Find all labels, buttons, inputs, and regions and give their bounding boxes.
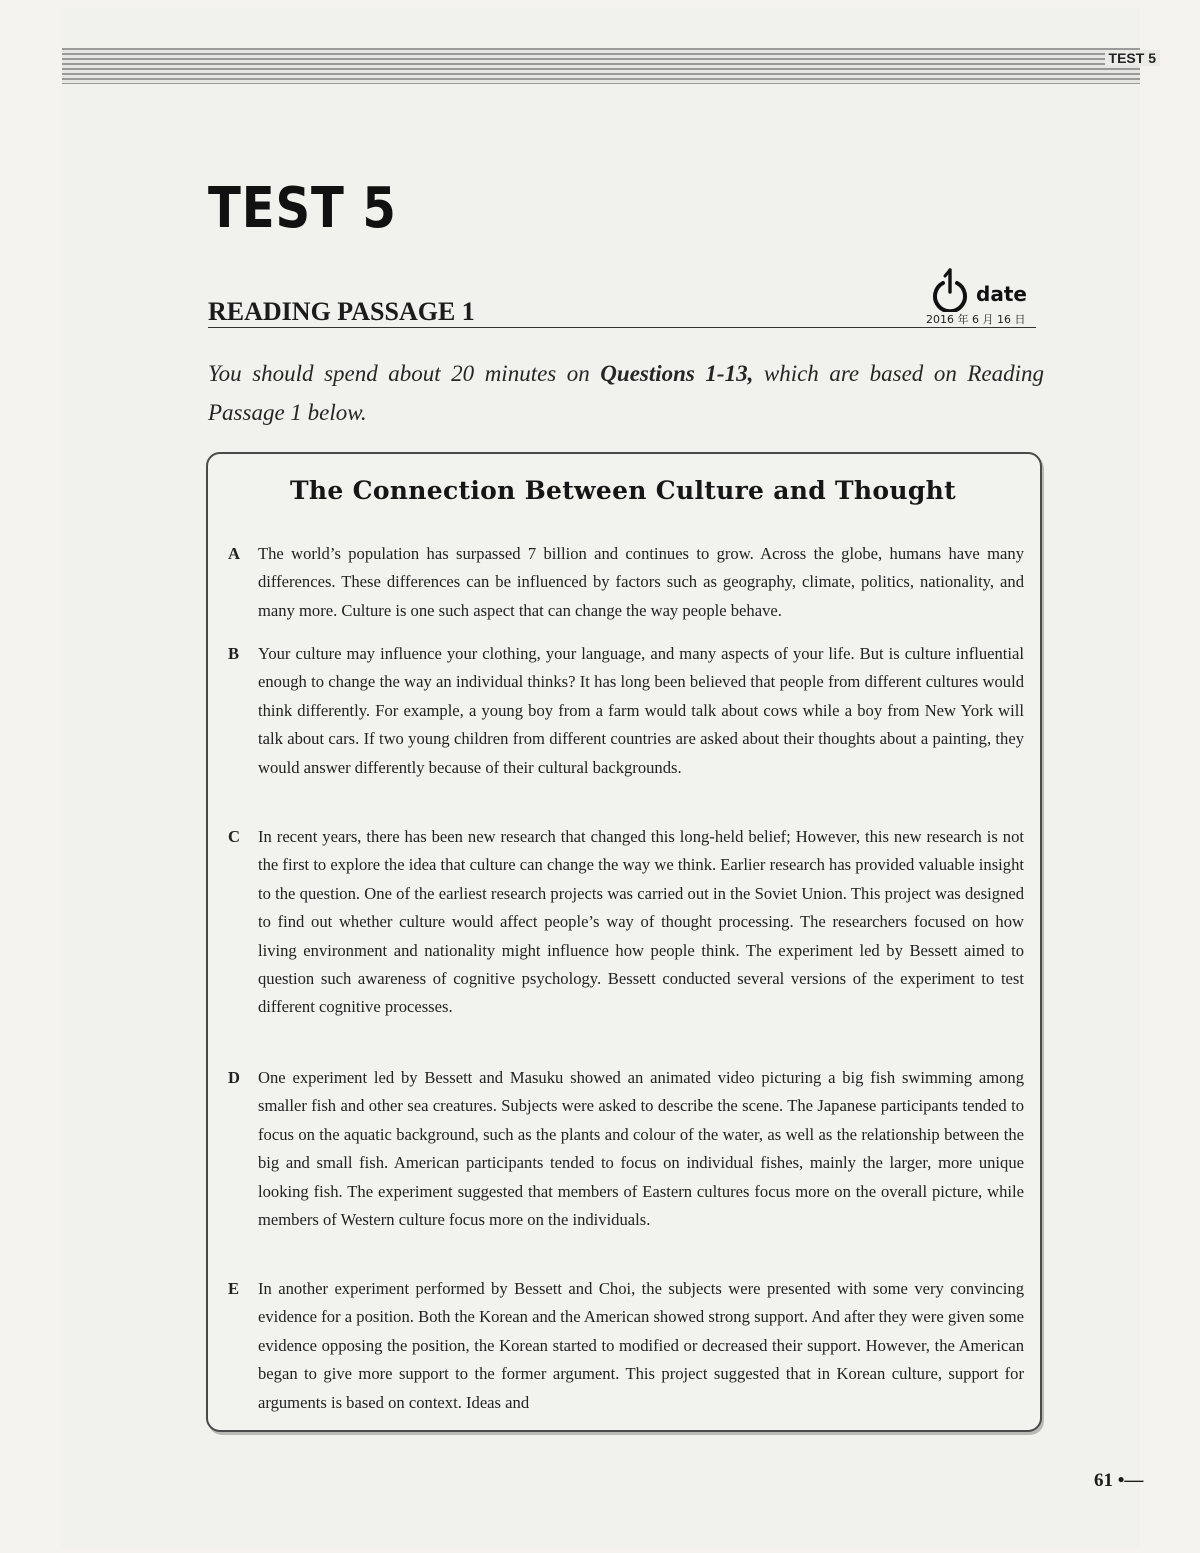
- date-stamp: [926, 266, 1038, 326]
- paragraph-text: Your culture may influence your clothing, your language, and many aspects of your life. But is culture influential enough to change the way an individual thinks? It has long been believed that people from different cultures would think differently. For example, a young boy from a farm would talk about cows while a boy from New York will talk about cars. If two young children from different countries are asked about their thoughts about a painting, they would answer differently because of their cultural backgrounds.: [258, 644, 1024, 777]
- paragraph-d: [228, 1064, 1024, 1234]
- passage-title: The Connection Between Culture and Thought: [290, 476, 956, 505]
- paragraph-letter: C: [228, 827, 240, 846]
- clock-icon: [930, 266, 970, 312]
- paragraph-b: [228, 640, 1024, 782]
- instruction-text: [208, 354, 1044, 432]
- test-title: TEST 5: [208, 176, 397, 241]
- paragraph-letter: D: [228, 1068, 240, 1087]
- paragraph-letter: B: [228, 644, 240, 663]
- instruction-after: which are based on Reading Passage 1 below.: [208, 361, 1045, 425]
- instruction-emphasis: Questions 1-13,: [600, 361, 754, 386]
- paragraph-text: The world’s population has surpassed 7 billion and continues to grow. Across the globe, humans have many differences. These differences can be influenced by factors such as geography, climate, politics, nationality, and many more. Culture is one such aspect that can change the way people behave.: [258, 544, 1024, 620]
- running-header-bar: [62, 48, 1140, 84]
- heading-rule: [208, 327, 1036, 328]
- paragraph-c: [228, 823, 1024, 1022]
- paragraph-text: In another experiment performed by Bessett and Choi, the subjects were presented with some very convincing evidence for a position. Both the Korean and the American showed strong support. And after they were given some evidence opposing the position, the Korean started to modified or decreased their support. However, the American began to give more support to the former argument. This project suggested that in Korean culture, support for arguments is based on context. Ideas and: [258, 1279, 1024, 1412]
- instruction-before: You should spend about 20 minutes on: [208, 361, 601, 386]
- passage-heading: READING PASSAGE 1: [208, 297, 475, 326]
- date-value: 2016 年 6 月 16 日: [926, 313, 1026, 326]
- paragraph-text: One experiment led by Bessett and Masuku showed an animated video picturing a big fish swimming among smaller fish and other sea creatures. Subjects were asked to describe the scene. The Japanese participants tended to focus on the aquatic background, such as the plants and colour of the water, as well as the relationship between the big and small fish. American participants tended to focus on individual fishes, mainly the larger, more unique looking fish. The experiment suggested that members of Eastern cultures focus more on the overall picture, while members of Western culture focus more on the individuals.: [258, 1068, 1024, 1230]
- page-number: 61 •—: [1094, 1470, 1144, 1491]
- date-label: date: [976, 282, 1027, 306]
- paragraph-letter: A: [228, 544, 240, 563]
- paragraph-a: [228, 540, 1024, 625]
- running-header-title: TEST 5: [1105, 50, 1160, 66]
- paragraph-e: [228, 1275, 1024, 1417]
- paragraph-letter: E: [228, 1279, 240, 1298]
- paragraph-text: In recent years, there has been new research that changed this long-held belief; However, this new research is not the first to explore the idea that culture can change the way we think. Earlier research has provided valuable insight to the question. One of the earliest research projects was carried out in the Soviet Union. This project was designed to find out whether culture would affect people’s way of thought processing. The researchers focused on how living environment and nationality might influence how people think. The experiment led by Bessett aimed to question such awareness of cognitive psychology. Bessett conducted several versions of the experiment to test different cognitive processes.: [258, 827, 1024, 1017]
